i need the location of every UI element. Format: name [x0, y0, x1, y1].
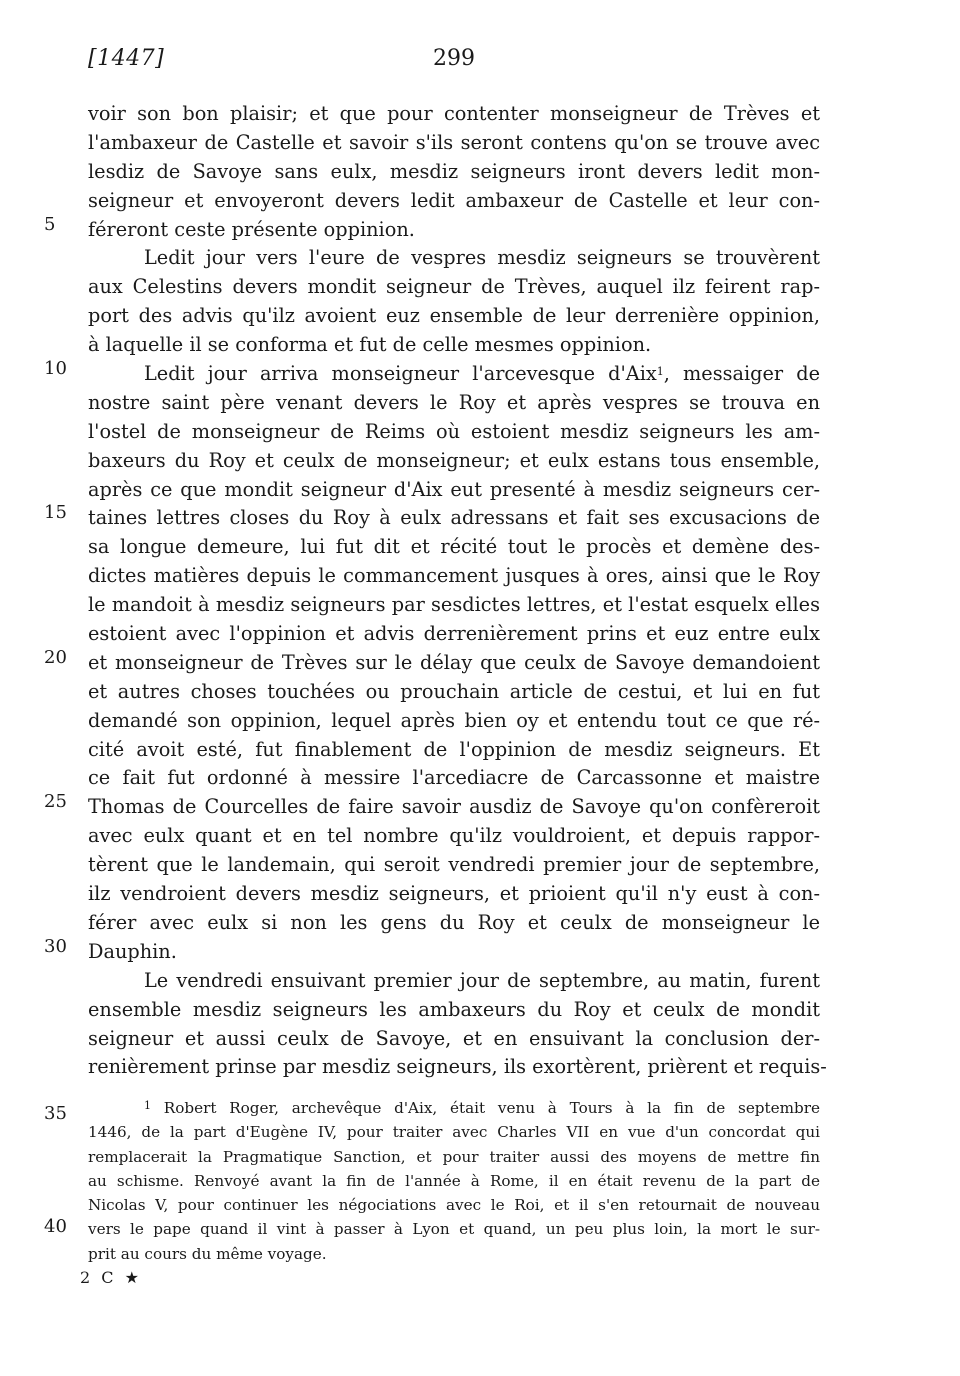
text-line-with-note — [88, 360, 820, 389]
footnote-line: remplacerait la Pragmatique Sanction, et pour traiter aussi des moyens de mettre fin — [88, 1147, 820, 1166]
text-line: Dauphin. — [88, 939, 177, 963]
line-number: 10 — [44, 358, 67, 379]
footnote-marker: 1 — [144, 1099, 151, 1112]
footnote-line: Nicolas V, pour continuer les négociations avec le Roi, et il s'en retournait de nouveau — [88, 1196, 820, 1215]
text-line: et monseigneur de Trèves sur le délay que ceulx de Savoye demandoient — [88, 650, 820, 674]
text-line: tèrent que le landemain, qui seroit vendredi premier jour de septembre, — [88, 853, 820, 877]
year-reference: [1447] — [88, 46, 165, 71]
text-line: Thomas de Courcelles de faire savoir ausdiz de Savoye qu'on confèreroit — [88, 795, 820, 819]
line-number: 5 — [44, 214, 56, 235]
footnote-line — [88, 1096, 820, 1120]
text-line: ensemble mesdiz seigneurs les ambaxeurs du Roy et ceulx de mondit — [88, 997, 820, 1021]
footnote-line: vers le pape quand il vint à passer à Lyon et quand, un peu plus loin, la mort le sur- — [88, 1220, 820, 1239]
text-line: dictes matières depuis le commancement jusques à ores, ainsi que le Roy — [88, 564, 820, 588]
footnote-text: Robert Roger, archevêque d'Aix, était venu à Tours à la fin de septembre — [163, 1099, 820, 1117]
text-line: lesdiz de Savoye sans eulx, mesdiz seigneurs iront devers ledit mon- — [88, 159, 820, 183]
text-line: à laquelle il se conforma et fut de celle mesmes oppinion. — [88, 333, 652, 357]
text-line: renièrement prinse par mesdiz seigneurs, ils exortèrent, prièrent et requis- — [88, 1055, 827, 1079]
text-line: seigneur et envoyeront devers ledit ambaxeur de Castelle et leur con- — [88, 188, 820, 212]
text-line: port des advis qu'ilz avoient euz ensemble de leur derrenière oppinion, — [88, 304, 820, 328]
line-number: 40 — [44, 1216, 67, 1237]
line-number: 35 — [44, 1103, 67, 1124]
footnote — [88, 1096, 820, 1266]
text-line: et autres choses touchées ou prouchain article de cestui, et lui en fut — [88, 679, 820, 703]
text-line: Le vendredi ensuivant premier jour de septembre, au matin, furent — [144, 968, 820, 992]
text-line: voir son bon plaisir; et que pour contenter monseigneur de Trèves et — [88, 102, 820, 125]
line-number: 15 — [44, 502, 67, 523]
text-line: taines lettres closes du Roy à eulx adressans et fait ses excusacions de — [88, 506, 820, 530]
line-number-margin — [0, 0, 88, 1376]
text-line: seigneur et aussi ceulx de Savoye, et en ensuivant la conclusion der- — [88, 1026, 820, 1050]
text-line: Ledit jour vers l'eure de vespres mesdiz seigneurs se trouvèrent — [144, 246, 820, 270]
text-line: ce fait fut ordonné à messire l'arcediacre de Carcassonne et maistre — [88, 766, 820, 790]
footnote-reference[interactable]: 1 — [656, 365, 664, 379]
page-number: 299 — [433, 46, 475, 71]
text-segment: Ledit jour arriva monseigneur l'arcevesque d'Aix — [144, 362, 657, 386]
text-line: l'ostel de monseigneur de Reims où estoient mesdiz seigneurs les am- — [88, 419, 820, 443]
text-line: féreront ceste présente oppinion. — [88, 217, 415, 241]
signature-mark: 2 C ★ — [80, 1268, 142, 1287]
line-number: 20 — [44, 647, 67, 668]
text-line: nostre saint père venant devers le Roy et après vespres se trouva en — [88, 390, 820, 414]
text-line: férer avec eulx si non les gens du Roy et ceulx de monseigneur le — [88, 910, 820, 934]
text-line: sa longue demeure, lui fut dit et récité tout le procès et demène des- — [88, 535, 820, 559]
text-line: après ce que mondit seigneur d'Aix eut presenté à mesdiz seigneurs cer- — [88, 477, 820, 501]
text-line: avec eulx quant et en tel nombre qu'ilz vouldroient, et depuis rappor- — [88, 824, 820, 848]
line-number: 25 — [44, 791, 67, 812]
text-line: le mandoit à mesdiz seigneurs par sesdictes lettres, et l'estat esquelx elles — [88, 593, 820, 617]
text-line: ilz vendroient devers mesdiz seigneurs, et prioient qu'il n'y eust à con- — [88, 882, 820, 906]
text-line: aux Celestins devers mondit seigneur de Trèves, auquel ilz feirent rap- — [88, 275, 820, 299]
footnote-line: au schisme. Renvoyé avant la fin de l'année à Rome, il en était revenu de la part de — [88, 1171, 820, 1190]
text-line: l'ambaxeur de Castelle et savoir s'ils seront contens qu'on se trouve avec — [88, 130, 820, 154]
text-line: cité avoit esté, fut finablement de l'oppinion de mesdiz seigneurs. Et — [88, 737, 820, 761]
footnote-line: 1446, de la part d'Eugène IV, pour traiter avec Charles VII en vue d'un concordat qui — [88, 1123, 820, 1142]
text-line: demandé son oppinion, lequel après bien oy et entendu tout ce que ré- — [88, 708, 820, 732]
line-number: 30 — [44, 936, 67, 957]
footnote-line: prit au cours du même voyage. — [88, 1244, 327, 1263]
text-segment: , messaiger de — [663, 362, 820, 386]
main-text-body — [88, 100, 827, 1082]
text-line: baxeurs du Roy et ceulx de monseigneur; et eulx estans tous ensemble, — [88, 448, 820, 472]
text-line: estoient avec l'oppinion et advis derrenièrement prins et euz entre eulx — [88, 622, 820, 646]
